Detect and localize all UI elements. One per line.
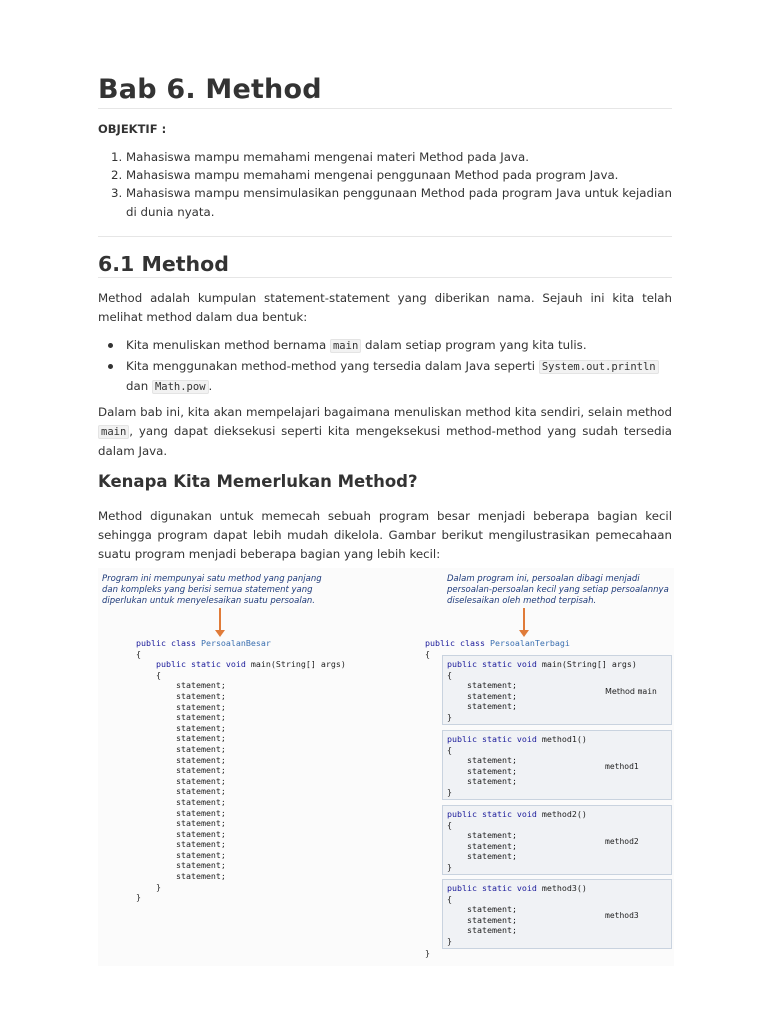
page-title: Bab 6. Method <box>98 74 322 105</box>
keyword: public static void <box>447 883 537 893</box>
intro-paragraph: Method adalah kumpulan statement-statement yang diberikan nama. Sejauh ini kita telah melihat method dalam dua bentuk: <box>98 291 672 324</box>
statement-line: statement; <box>175 860 226 871</box>
statement-line: statement; <box>175 701 226 712</box>
brace: } <box>447 711 452 722</box>
class-name: PersoalanTerbagi <box>489 638 570 648</box>
left-arrow <box>219 608 221 632</box>
brace: { <box>425 648 430 659</box>
statement-line: statement; <box>466 840 517 851</box>
brace: } <box>447 786 452 797</box>
statement-line: statement; <box>175 807 226 818</box>
inline-code: Math.pow <box>152 380 209 394</box>
title-divider <box>98 108 672 109</box>
left-caption: Program ini mempunyai satu method yang panjang dan kompleks yang berisi semua statement yang diperlukan untuk menyelesaikan suatu persoalan. <box>102 574 322 606</box>
brace: } <box>447 935 452 946</box>
label-code: method3 <box>605 911 639 920</box>
statement-line: statement; <box>175 849 226 860</box>
bullet-text: . <box>208 379 213 393</box>
statement-line: statement; <box>466 755 517 766</box>
method-signature: main(String[] args) <box>541 659 637 669</box>
right-arrowhead <box>519 630 529 637</box>
statement-line: statement; <box>175 796 226 807</box>
method-signature: method1() <box>541 734 587 744</box>
statement-line: statement; <box>466 904 517 915</box>
bullet-text: dalam setiap program yang kita tulis. <box>365 338 587 352</box>
objective-item: 3. Mahasiswa mampu mensimulasikan penggunaan Method pada program Java untuk kejadian di dunia nyata. <box>126 184 672 220</box>
right-caption: Dalam program ini, persoalan dibagi menjadi persoalan-persoalan kecil yang setiap persoalannya diselesaikan oleh method terpisah. <box>447 574 669 606</box>
statement-line: statement; <box>466 701 517 712</box>
keyword: public static void <box>447 734 537 744</box>
statement-line: statement; <box>175 818 226 829</box>
bullet-text: dan <box>126 379 149 393</box>
keyword: public static void <box>155 659 246 670</box>
method-code <box>447 734 587 798</box>
statement-line: statement; <box>175 871 226 882</box>
right-arrow <box>523 608 525 632</box>
para-text: , yang dapat dieksekusi seperti kita mengeksekusi method-method yang sudah tersedia dalam Java. <box>98 424 672 458</box>
statement-line: statement; <box>175 680 226 691</box>
bullet-text: Kita menuliskan method bernama <box>126 338 327 352</box>
objective-item: 1. Mahasiswa mampu memahami mengenai materi Method pada Java. <box>126 148 672 166</box>
method-box-1 <box>442 730 672 800</box>
objektif-label: OBJEKTIF : <box>98 122 167 136</box>
list-item <box>126 357 672 398</box>
section-heading: 6.1 Method <box>98 252 229 276</box>
label-text: Method <box>605 687 636 696</box>
brace: } <box>136 892 141 903</box>
statement-line: statement; <box>175 786 226 797</box>
keyword: public class <box>136 638 196 648</box>
method-box-main <box>442 655 672 725</box>
bullet-list <box>98 336 672 398</box>
statement-line: statement; <box>175 765 226 776</box>
method-box-3 <box>442 879 672 949</box>
statement-line: statement; <box>175 722 226 733</box>
brace: } <box>155 881 161 892</box>
keyword: public static void <box>447 809 537 819</box>
list-item <box>126 336 672 357</box>
para-text: Dalam bab ini, kita akan mempelajari bagaimana menuliskan method kita sendiri, selain method <box>98 405 672 419</box>
objectives-list <box>98 148 672 221</box>
inline-code: main <box>98 425 129 439</box>
brace: } <box>447 861 452 872</box>
heading-divider <box>98 277 672 278</box>
method-box-2 <box>442 805 672 875</box>
brace: { <box>447 893 452 904</box>
keyword: public static void <box>447 659 537 669</box>
method-signature: main(String[] args) <box>250 659 346 670</box>
left-arrowhead <box>215 630 225 637</box>
brace: { <box>136 648 141 659</box>
statement-line: statement; <box>466 765 517 776</box>
statement-line: statement; <box>466 925 517 936</box>
subsection-paragraph: Method digunakan untuk memecah sebuah program besar menjadi beberapa bagian kecil sehingga program dapat lebih mudah dikelola. Gambar berikut mengilustrasikan pemecahaan suatu program menjadi beberapa bagian yang lebih kecil: <box>98 509 672 561</box>
statement-line: statement; <box>466 690 517 701</box>
statement-line: statement; <box>175 839 226 850</box>
statement-line: statement; <box>466 680 517 691</box>
method-signature: method2() <box>541 809 587 819</box>
bullet-text: Kita menggunakan method-method yang tersedia dalam Java seperti <box>126 358 536 373</box>
brace: { <box>447 819 452 830</box>
brace: { <box>447 744 452 755</box>
section-divider <box>98 236 672 237</box>
keyword: public class <box>425 638 485 648</box>
paragraph-2 <box>98 403 672 461</box>
method-code <box>447 809 587 873</box>
statement-line: statement; <box>175 712 226 723</box>
method-label <box>605 911 639 920</box>
method-label <box>605 837 639 846</box>
label-code: method1 <box>605 762 639 771</box>
objective-item: 2. Mahasiswa mampu memahami mengenai penggunaan Method pada program Java. <box>126 166 672 184</box>
statement-line: statement; <box>175 690 226 701</box>
statement-line: statement; <box>175 828 226 839</box>
statement-line: statement; <box>175 733 226 744</box>
brace: { <box>155 669 161 680</box>
left-code-block <box>136 638 346 903</box>
brace: { <box>447 669 452 680</box>
method-label <box>605 762 639 771</box>
statement-line: statement; <box>466 851 517 862</box>
statement-line: statement; <box>466 830 517 841</box>
method-label <box>605 687 657 696</box>
subsection-heading: Kenapa Kita Memerlukan Method? <box>98 472 418 491</box>
label-code: method2 <box>605 837 639 846</box>
right-class-close: } <box>425 948 430 958</box>
inline-code: main <box>330 339 361 353</box>
class-name: PersoalanBesar <box>200 638 271 648</box>
method-signature: method3() <box>541 883 587 893</box>
label-code: main <box>637 687 657 696</box>
method-illustration <box>98 568 674 966</box>
statement-line: statement; <box>466 914 517 925</box>
statement-line: statement; <box>175 743 226 754</box>
statement-line: statement; <box>175 754 226 765</box>
method-code <box>447 883 587 947</box>
inline-code: System.out.println <box>539 360 659 374</box>
statement-line: statement; <box>175 775 226 786</box>
statement-line: statement; <box>466 776 517 787</box>
